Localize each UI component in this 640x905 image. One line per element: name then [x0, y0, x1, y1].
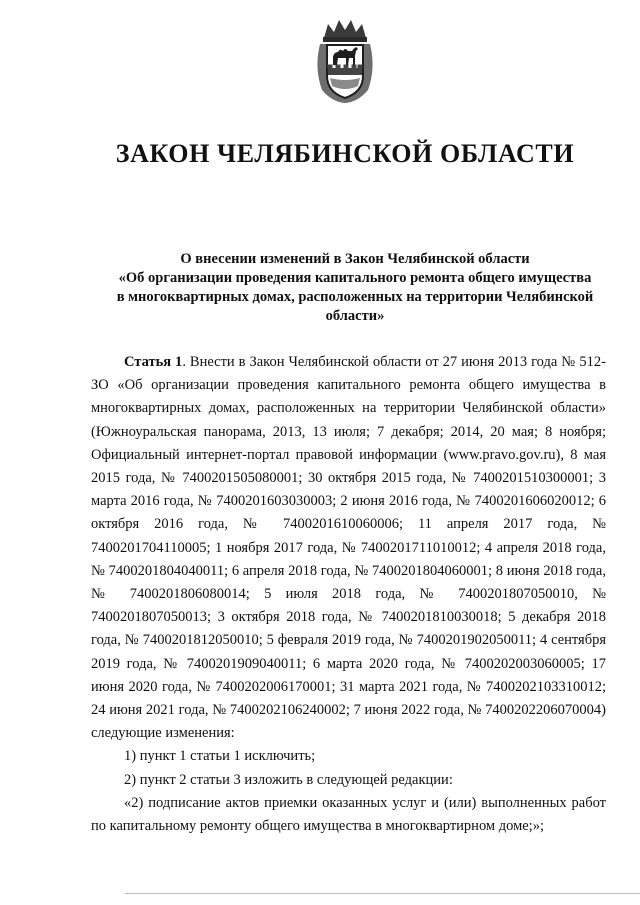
subtitle-line: области» [325, 308, 385, 324]
article-label: Статья 1 [124, 354, 183, 370]
page-bottom-edge [125, 893, 640, 894]
list-item: 2) пункт 2 статьи 3 изложить в следующей редакции: [124, 771, 453, 788]
document-title: ЗАКОН ЧЕЛЯБИНСКОЙ ОБЛАСТИ [115, 139, 575, 168]
article-1-paragraph [91, 351, 606, 745]
article-body [91, 351, 606, 838]
coat-of-arms-icon [312, 18, 378, 104]
subtitle-line: в многоквартирных домах, расположенных на территории Челябинской [116, 289, 594, 305]
article-intro: . Внести в Закон Челябинской области от 27 июня 2013 года № 512-ЗО «Об организации проведения капитального ремонта общего имущества в многоквартирных домах, расположенных на территории Челябинской области» (Южноуральская панорама, 2013, 13 июля; 7 декабря; 2014, 20 мая; 8 ноября; Официальный интернет-портал правовой информации (www.pravo.gov.ru), 8 мая 2015 года, № 7400201505080001; 30 октября 2015 года, № 7400201510300001; 3 марта 2016 года, № 7400201603030003; 2 июня 2016 года, № 7400201606020012; 6 октября 2016 года, № 7400201610060006; 11 апреля 2017 года, № 7400201704110005; 1 ноября 2017 года, № 7400201711010012; 4 апреля 2018 года, № 7400201804040011; 6 апреля 2018 года, № 7400201804060001; 8 июня 2018 года, № 7400201806080014; 5 июля 2018 года, № 7400201807050010, № 7400201807050013; 3 октября 2018 года, № 7400201810030018; 5 декабря 2018 года, № 7400201812050010; 5 февраля 2019 года, № 7400201902050011; 4 сентября 2019 года, № 7400201909040011; 6 марта 2020 года, № 7400202003060005; 17 июня 2020 года, № 7400202006170001; 31 марта 2021 года, № 7400202103310012; 24 июня 2021 года, № 7400202106240002; 7 июня 2022 года, № 7400202206070004) следующие изменения: [91, 354, 606, 742]
list-item: «2) подписание актов приемки оказанных услуг и (или) выполненных работ по капитальному ремонту общего имущества в многоквартирном доме;»; [91, 794, 606, 835]
law-subtitle [95, 250, 615, 326]
subtitle-line: «Об организации проведения капитального ремонта общего имущества [118, 270, 592, 286]
subtitle-line: О внесении изменений в Закон Челябинской области [180, 251, 530, 267]
list-item: 1) пункт 1 статьи 1 исключить; [124, 748, 316, 765]
